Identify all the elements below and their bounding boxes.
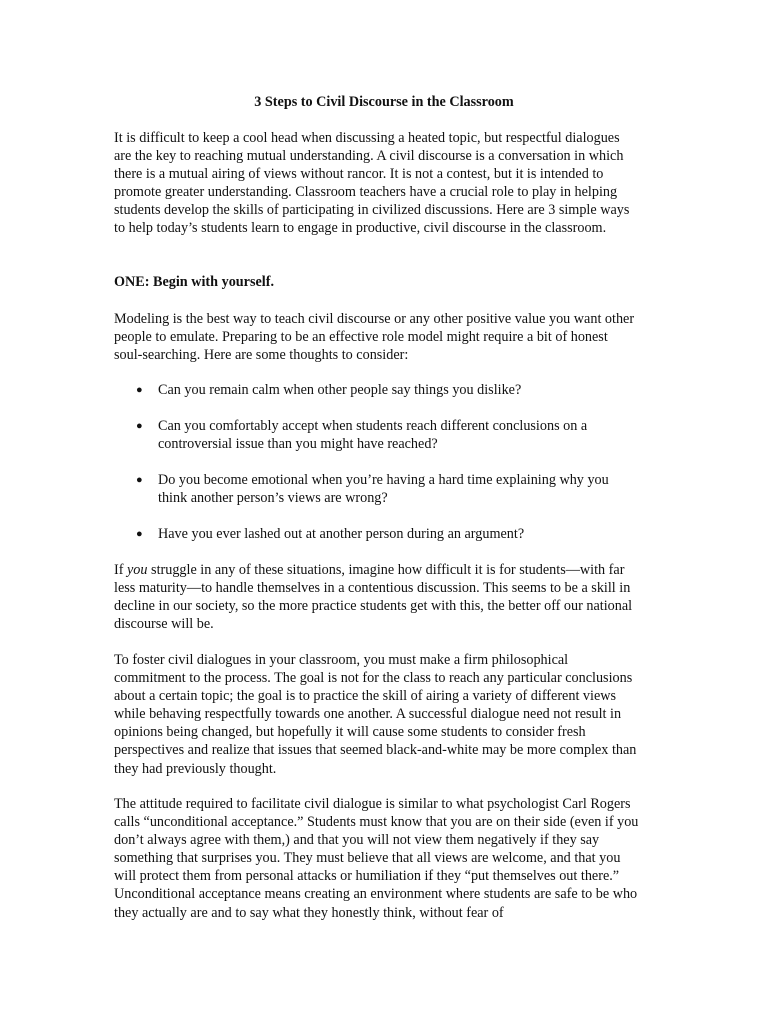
list-item-text: Can you remain calm when other people say things you dislike? [158,382,522,398]
list-item [114,381,634,399]
attitude-paragraph: The attitude required to facilitate civil dialogue is similar to what psychologist Carl Rogers calls “unconditional acceptance.” Students must know that you are on their side (even if you don’t always agree with them,) and that you will not view them negatively if they say something that surprises you. They must believe that all views are welcome, and that you will protect them from personal attacks or humiliation if they “put themselves out there.” Unconditional acceptance means creating an environment where students are safe to be who they actually are and to say what they honestly think, without fear of [114,796,639,921]
bullet-icon: ● [136,474,143,486]
foster-paragraph: To foster civil dialogues in your classroom, you must make a firm philosophical commitment to the process. The goal is not for the class to reach any particular conclusions about a certain topic; the goal is to practice the skill of airing a variety of different views while behaving respectfully towards one another. A successful dialogue need not result in opinions being changed, but hopefully it will cause some students to consider fresh perspectives and realize that issues that seemed black-and-white may be more complex than they had previously thought. [114,652,637,777]
list-item-text: Have you ever lashed out at another person during an argument? [158,526,525,542]
list-item-text: Do you become emotional when you’re having a hard time explaining why you think another person’s views are wrong? [158,472,609,507]
section-heading-one: ONE: Begin with yourself. [114,274,275,290]
bullet-icon: ● [136,384,143,396]
struggle-emphasis: you [127,562,148,578]
struggle-paragraph [114,561,639,633]
struggle-text: struggle in any of these situations, imagine how difficult it is for students—with far less maturity—to handle themselves in a contentious discussion. This seems to be a skill in decline in our society, so the more practice students get with this, the better off our national discourse will be. [114,562,633,633]
document-title: 3 Steps to Civil Discourse in the Classroom [254,94,514,110]
intro-paragraph: It is difficult to keep a cool head when discussing a heated topic, but respectful dialogues are the key to reaching mutual understanding. A civil discourse is a conversation in which there is a mutual airing of views without rancor. It is not a contest, but it is intended to promote greater understanding. Classroom teachers have a crucial role to play in helping students develop the skills of participating in civilized discussions. Here are 3 simple ways to help today’s students learn to engage in productive, civil discourse in the classroom. [114,130,630,237]
bullet-icon: ● [136,420,143,432]
list-item [114,471,634,507]
list-item [114,525,634,543]
struggle-prefix: If [114,562,127,578]
bullet-icon: ● [136,528,143,540]
modeling-paragraph: Modeling is the best way to teach civil discourse or any other positive value you want other people to emulate. Preparing to be an effective role model might require a bit of honest soul-searching. Here are some thoughts to consider: [114,311,635,364]
list-item [114,417,634,453]
list-item-text: Can you comfortably accept when students reach different conclusions on a controversial issue than you might have reached? [158,418,588,453]
